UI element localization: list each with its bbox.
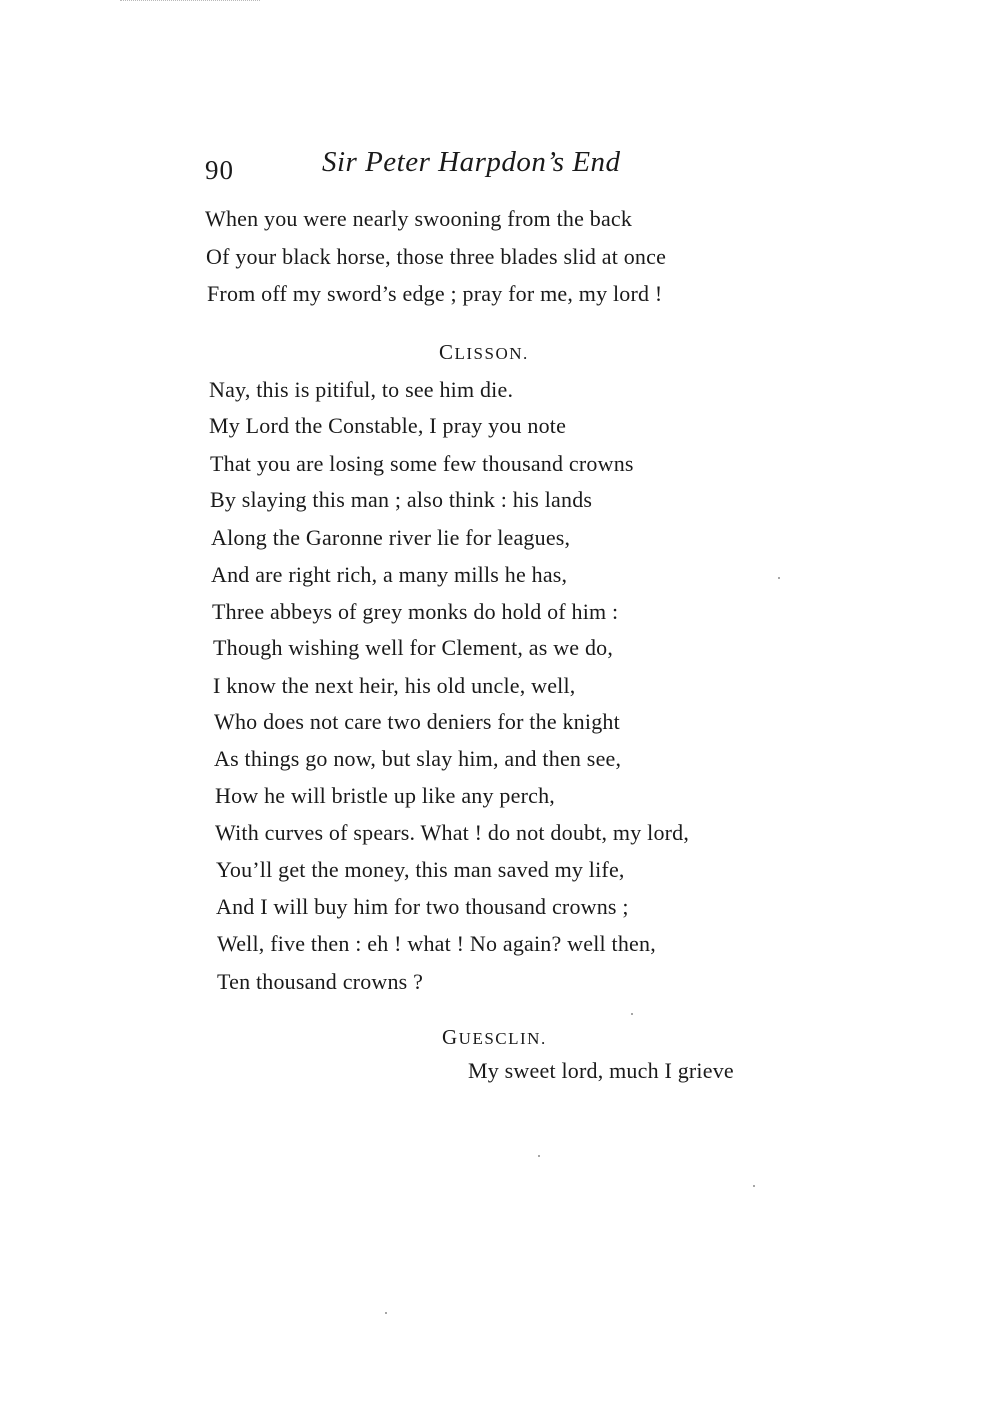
verse-line: By slaying this man ; also think : his lands	[210, 487, 593, 512]
verse-line: Three abbeys of grey monks do hold of him :	[212, 599, 619, 624]
verse-line: With curves of spears. What ! do not doubt, my lord,	[215, 820, 690, 845]
verse-line: My sweet lord, much I grieve	[468, 1058, 734, 1083]
speaker-initial: G	[442, 1025, 459, 1049]
verse-line: Who does not care two deniers for the knight	[214, 709, 620, 734]
speaker-initial: C	[439, 340, 455, 364]
verse-line: How he will bristle up like any perch,	[215, 783, 555, 808]
verse-line: Of your black horse, those three blades slid at once	[206, 244, 667, 269]
paper-speck	[631, 1013, 633, 1015]
verse-line: Though wishing well for Clement, as we do,	[213, 635, 614, 660]
verse-line: Well, five then : eh ! what ! No again? well then,	[217, 931, 656, 956]
speaker-rest: LISSON.	[454, 344, 529, 363]
verse-line: And are right rich, a many mills he has,	[211, 562, 568, 587]
paper-speck	[778, 577, 780, 579]
verse-line: That you are losing some few thousand crowns	[210, 451, 634, 476]
verse-line: And I will buy him for two thousand crowns ;	[216, 894, 629, 919]
verse-line: My Lord the Constable, I pray you note	[209, 413, 567, 438]
paper-speck	[753, 1185, 755, 1187]
paper-speck	[385, 1312, 387, 1314]
scan-edge-mark	[120, 0, 260, 4]
verse-line: I know the next heir, his old uncle, well,	[213, 673, 576, 698]
verse-line: You’ll get the money, this man saved my life,	[216, 857, 625, 882]
running-title: Sir Peter Harpdon’s End	[322, 146, 621, 178]
verse-line: Ten thousand crowns ?	[217, 969, 424, 994]
paper-speck	[538, 1155, 540, 1157]
speaker-clisson	[439, 340, 529, 365]
verse-line: From off my sword’s edge ; pray for me, my lord !	[207, 281, 663, 306]
page-number: 90	[205, 155, 234, 185]
verse-line: Along the Garonne river lie for leagues,	[211, 525, 571, 550]
verse-line: As things go now, but slay him, and then see,	[214, 746, 622, 771]
verse-line: Nay, this is pitiful, to see him die.	[209, 377, 514, 402]
speaker-guesclin	[442, 1025, 547, 1050]
speaker-rest: UESCLIN.	[458, 1029, 547, 1048]
verse-line: When you were nearly swooning from the back	[205, 206, 633, 231]
